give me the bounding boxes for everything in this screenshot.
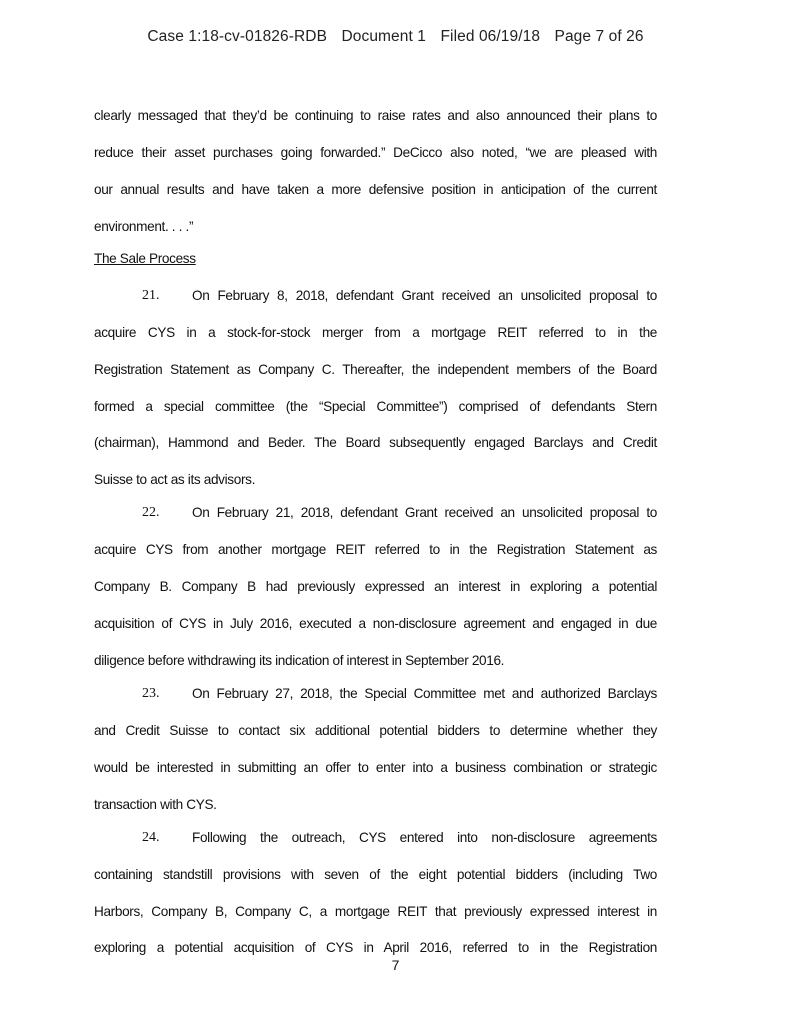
text-line: Company B. Company B had previously expressed an interest in exploring a potential <box>94 579 657 594</box>
text-line: would be interested in submitting an offer to enter into a business combination or strategic <box>94 760 657 775</box>
case-number: Case 1:18-cv-01826-RDB <box>147 28 328 45</box>
text-line: acquire CYS from another mortgage REIT referred to in the Registration Statement as <box>94 542 657 557</box>
paragraph-number: 21. <box>142 288 160 303</box>
document-number: Document 1 <box>341 28 427 45</box>
paragraph-24-first-line <box>94 828 657 848</box>
paragraph-number: 23. <box>142 686 160 701</box>
text-line: our annual results and have taken a more defensive position in anticipation of the current <box>94 182 657 197</box>
section-heading: The Sale Process <box>94 251 196 266</box>
text-line: exploring a potential acquisition of CYS in April 2016, referred to in the Registration <box>94 940 657 955</box>
text-line: and Credit Suisse to contact six additional potential bidders to determine whether they <box>94 723 657 738</box>
text-line: Harbors, Company B, Company C, a mortgage REIT that previously expressed interest in <box>94 904 657 919</box>
case-header <box>0 28 791 46</box>
text-line: Following the outreach, CYS entered into non-disclosure agreements <box>192 830 657 845</box>
paragraph-23-first-line <box>94 684 657 704</box>
text-line: On February 27, 2018, the Special Committee met and authorized Barclays <box>192 686 657 701</box>
text-line: formed a special committee (the “Special Committee”) comprised of defendants Stern <box>94 399 657 414</box>
text-line: diligence before withdrawing its indication of interest in September 2016. <box>94 653 505 668</box>
page-indicator: Page 7 of 26 <box>554 28 644 45</box>
paragraph-22-first-line <box>94 503 657 523</box>
text-line: clearly messaged that they’d be continuing to raise rates and also announced their plans to <box>94 108 657 123</box>
page-number: 7 <box>391 957 400 973</box>
text-line: environment. . . .” <box>94 219 194 234</box>
text-line: transaction with CYS. <box>94 797 217 812</box>
text-line: containing standstill provisions with seven of the eight potential bidders (including Two <box>94 867 657 882</box>
paragraph-number: 24. <box>142 830 160 845</box>
text-line: Suisse to act as its advisors. <box>94 472 256 487</box>
paragraph-21-first-line <box>94 286 657 306</box>
paragraph-number: 22. <box>142 505 160 520</box>
text-line: reduce their asset purchases going forwarded.” DeCicco also noted, “we are pleased with <box>94 145 657 160</box>
text-line: (chairman), Hammond and Beder. The Board subsequently engaged Barclays and Credit <box>94 435 657 450</box>
text-line: acquire CYS in a stock-for-stock merger from a mortgage REIT referred to in the <box>94 325 657 340</box>
text-line: Registration Statement as Company C. Thereafter, the independent members of the Board <box>94 362 657 377</box>
text-line: On February 21, 2018, defendant Grant received an unsolicited proposal to <box>192 505 657 520</box>
text-line: On February 8, 2018, defendant Grant received an unsolicited proposal to <box>192 288 657 303</box>
filed-date: Filed 06/19/18 <box>440 28 541 45</box>
text-line: acquisition of CYS in July 2016, executed a non-disclosure agreement and engaged in due <box>94 616 657 631</box>
